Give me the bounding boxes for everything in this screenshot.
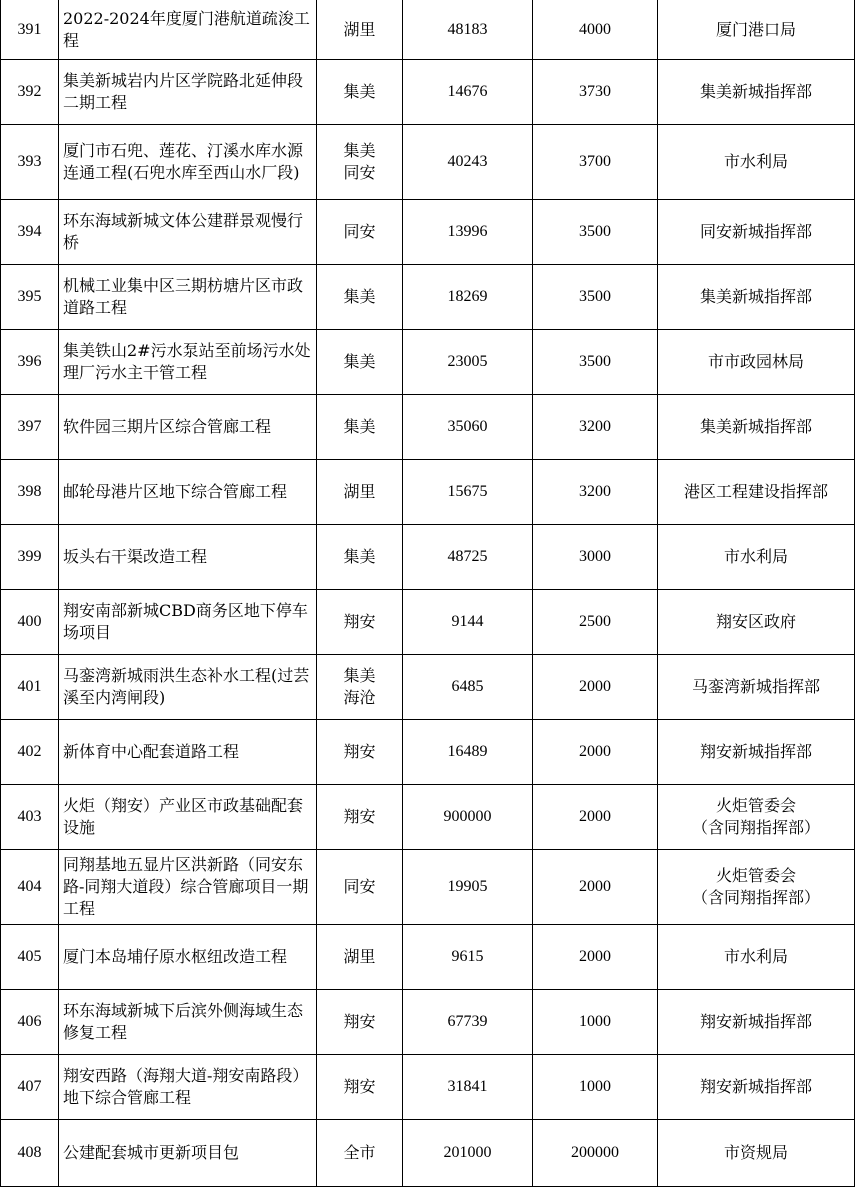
annual-plan: 3500: [533, 200, 658, 265]
total-investment: 9144: [403, 590, 533, 655]
total-investment: 40243: [403, 125, 533, 200]
table-row: [1, 60, 855, 125]
annual-plan: 1000: [533, 1055, 658, 1120]
row-number: 401: [1, 655, 59, 720]
total-investment: 67739: [403, 990, 533, 1055]
responsible-unit: 市资规局: [658, 1120, 855, 1187]
district: 湖里: [317, 460, 403, 525]
project-name: 厦门市石兜、莲花、汀溪水库水源连通工程(石兜水库至西山水厂段): [59, 125, 317, 200]
row-number: 405: [1, 925, 59, 990]
district: 全市: [317, 1120, 403, 1187]
project-name: 马銮湾新城雨洪生态补水工程(过芸溪至内湾闸段): [59, 655, 317, 720]
row-number: 402: [1, 720, 59, 785]
district: 集美: [317, 265, 403, 330]
annual-plan: 3730: [533, 60, 658, 125]
table-row: [1, 590, 855, 655]
project-name: 集美铁山2#污水泵站至前场污水处理厂污水主干管工程: [59, 330, 317, 395]
project-name: 邮轮母港片区地下综合管廊工程: [59, 460, 317, 525]
district: 集美: [317, 60, 403, 125]
total-investment: 900000: [403, 785, 533, 850]
annual-plan: 3500: [533, 330, 658, 395]
responsible-unit: 火炬管委会 （含同翔指挥部）: [658, 850, 855, 925]
total-investment: 48183: [403, 0, 533, 60]
total-investment: 201000: [403, 1120, 533, 1187]
annual-plan: 2500: [533, 590, 658, 655]
responsible-unit: 翔安新城指挥部: [658, 720, 855, 785]
table-row: [1, 395, 855, 460]
row-number: 397: [1, 395, 59, 460]
annual-plan: 3700: [533, 125, 658, 200]
table-row: [1, 850, 855, 925]
responsible-unit: 市水利局: [658, 125, 855, 200]
row-number: 391: [1, 0, 59, 60]
row-number: 399: [1, 525, 59, 590]
annual-plan: 3500: [533, 265, 658, 330]
total-investment: 6485: [403, 655, 533, 720]
project-name: 新体育中心配套道路工程: [59, 720, 317, 785]
responsible-unit: 集美新城指挥部: [658, 60, 855, 125]
total-investment: 18269: [403, 265, 533, 330]
district: 翔安: [317, 720, 403, 785]
district: 翔安: [317, 1055, 403, 1120]
table-row: [1, 330, 855, 395]
table-row: [1, 525, 855, 590]
district: 湖里: [317, 925, 403, 990]
responsible-unit: 市水利局: [658, 925, 855, 990]
district: 集美 海沧: [317, 655, 403, 720]
table-row: [1, 1055, 855, 1120]
district: 同安: [317, 850, 403, 925]
table-row: [1, 460, 855, 525]
district: 集美: [317, 525, 403, 590]
table-row: [1, 990, 855, 1055]
total-investment: 35060: [403, 395, 533, 460]
annual-plan: 3200: [533, 460, 658, 525]
district: 集美: [317, 395, 403, 460]
row-number: 403: [1, 785, 59, 850]
row-number: 392: [1, 60, 59, 125]
row-number: 404: [1, 850, 59, 925]
responsible-unit: 翔安新城指挥部: [658, 990, 855, 1055]
project-name: 2022-2024年度厦门港航道疏浚工程: [59, 0, 317, 60]
district: 湖里: [317, 0, 403, 60]
responsible-unit: 同安新城指挥部: [658, 200, 855, 265]
row-number: 406: [1, 990, 59, 1055]
total-investment: 13996: [403, 200, 533, 265]
annual-plan: 2000: [533, 785, 658, 850]
row-number: 393: [1, 125, 59, 200]
total-investment: 14676: [403, 60, 533, 125]
table-row: [1, 655, 855, 720]
project-name: 环东海域新城文体公建群景观慢行桥: [59, 200, 317, 265]
annual-plan: 2000: [533, 655, 658, 720]
table-row: [1, 925, 855, 990]
table-row: [1, 0, 855, 60]
responsible-unit: 港区工程建设指挥部: [658, 460, 855, 525]
table-row: [1, 200, 855, 265]
table-row: [1, 125, 855, 200]
total-investment: 19905: [403, 850, 533, 925]
annual-plan: 2000: [533, 720, 658, 785]
district: 翔安: [317, 990, 403, 1055]
responsible-unit: 火炬管委会 （含同翔指挥部）: [658, 785, 855, 850]
row-number: 400: [1, 590, 59, 655]
row-number: 407: [1, 1055, 59, 1120]
annual-plan: 4000: [533, 0, 658, 60]
project-name: 翔安西路（海翔大道-翔安南路段）地下综合管廊工程: [59, 1055, 317, 1120]
project-name: 同翔基地五显片区洪新路（同安东路-同翔大道段）综合管廊项目一期工程: [59, 850, 317, 925]
annual-plan: 3200: [533, 395, 658, 460]
responsible-unit: 翔安新城指挥部: [658, 1055, 855, 1120]
row-number: 408: [1, 1120, 59, 1187]
project-table-body: [1, 0, 855, 1187]
table-row: [1, 1120, 855, 1187]
district: 集美 同安: [317, 125, 403, 200]
table-row: [1, 265, 855, 330]
annual-plan: 1000: [533, 990, 658, 1055]
responsible-unit: 市市政园林局: [658, 330, 855, 395]
district: 同安: [317, 200, 403, 265]
district: 翔安: [317, 590, 403, 655]
responsible-unit: 集美新城指挥部: [658, 265, 855, 330]
annual-plan: 200000: [533, 1120, 658, 1187]
district: 集美: [317, 330, 403, 395]
annual-plan: 3000: [533, 525, 658, 590]
total-investment: 16489: [403, 720, 533, 785]
project-name: 坂头右干渠改造工程: [59, 525, 317, 590]
table-row: [1, 720, 855, 785]
total-investment: 9615: [403, 925, 533, 990]
responsible-unit: 厦门港口局: [658, 0, 855, 60]
row-number: 394: [1, 200, 59, 265]
district: 翔安: [317, 785, 403, 850]
responsible-unit: 马銮湾新城指挥部: [658, 655, 855, 720]
project-name: 公建配套城市更新项目包: [59, 1120, 317, 1187]
total-investment: 48725: [403, 525, 533, 590]
project-name: 环东海域新城下后滨外侧海域生态修复工程: [59, 990, 317, 1055]
project-name: 火炬（翔安）产业区市政基础配套设施: [59, 785, 317, 850]
total-investment: 31841: [403, 1055, 533, 1120]
row-number: 396: [1, 330, 59, 395]
annual-plan: 2000: [533, 925, 658, 990]
project-name: 集美新城岩内片区学院路北延伸段二期工程: [59, 60, 317, 125]
total-investment: 23005: [403, 330, 533, 395]
responsible-unit: 翔安区政府: [658, 590, 855, 655]
project-name: 软件园三期片区综合管廊工程: [59, 395, 317, 460]
project-name: 机械工业集中区三期枋塘片区市政道路工程: [59, 265, 317, 330]
annual-plan: 2000: [533, 850, 658, 925]
responsible-unit: 集美新城指挥部: [658, 395, 855, 460]
project-name: 厦门本岛埔仔原水枢纽改造工程: [59, 925, 317, 990]
row-number: 395: [1, 265, 59, 330]
project-name: 翔安南部新城CBD商务区地下停车场项目: [59, 590, 317, 655]
row-number: 398: [1, 460, 59, 525]
table-row: [1, 785, 855, 850]
responsible-unit: 市水利局: [658, 525, 855, 590]
total-investment: 15675: [403, 460, 533, 525]
